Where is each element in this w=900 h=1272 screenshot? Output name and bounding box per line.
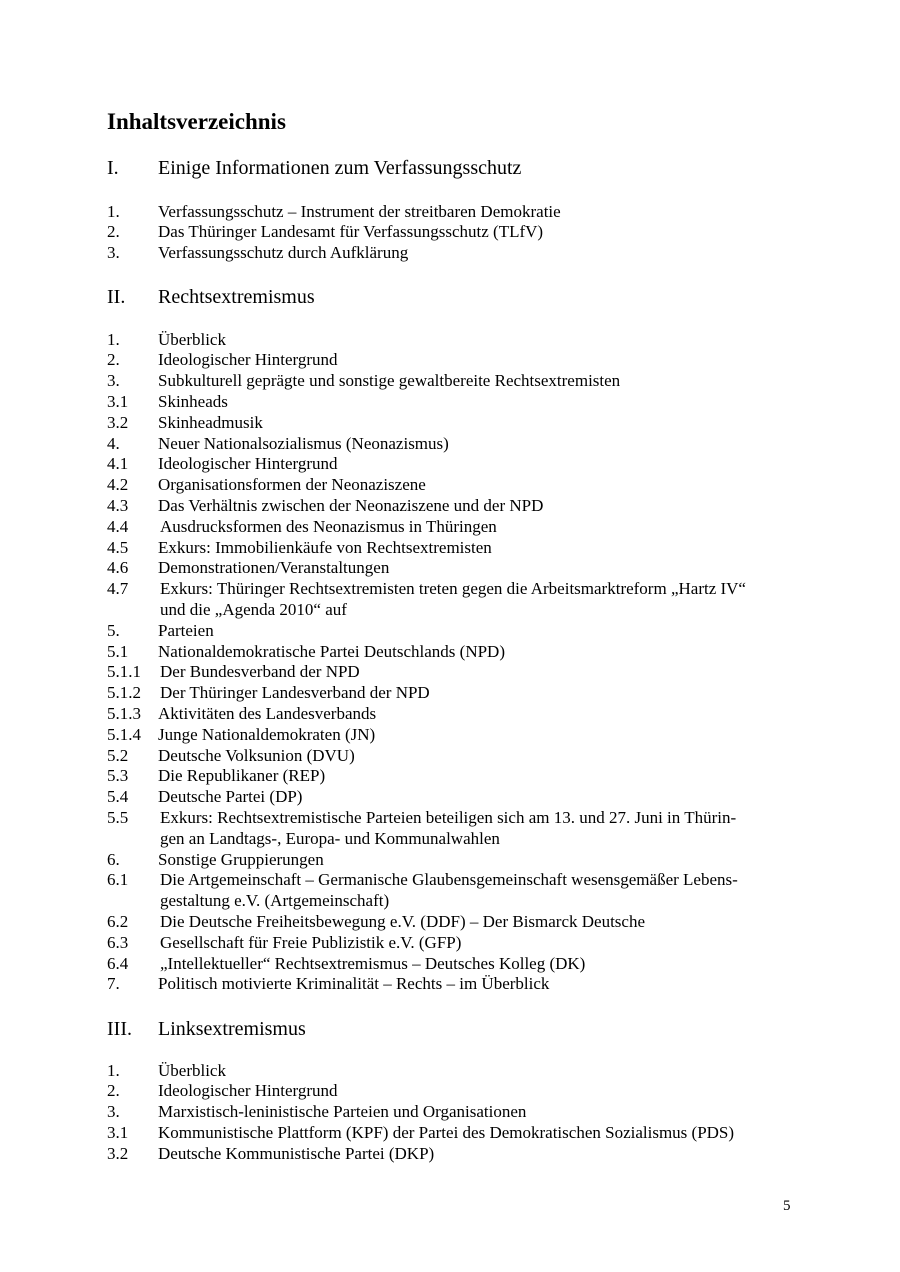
toc-entry <box>107 1061 807 1082</box>
toc-entry <box>107 954 807 975</box>
toc-entry-text: Junge Nationaldemokraten (JN) <box>158 724 376 744</box>
section-number: III. <box>107 1018 132 1040</box>
toc-entry-text: Der Bundesverband der NPD <box>160 662 360 682</box>
toc-entry <box>107 350 807 371</box>
toc-entry-number: 2. <box>107 1081 120 1101</box>
toc-entry-number: 6. <box>107 849 120 869</box>
toc-entry <box>107 974 807 995</box>
toc-entry-number: 3. <box>107 243 120 263</box>
toc-entry-text: Verfassungsschutz durch Aufklärung <box>158 243 409 263</box>
page-number: 5 <box>783 1198 791 1214</box>
toc-entry <box>107 538 807 559</box>
section-number: II. <box>107 286 126 308</box>
toc-entry-text: Neuer Nationalsozialismus (Neonazismus) <box>158 433 449 453</box>
toc-entry-text: Die Deutsche Freiheitsbewegung e.V. (DDF) – Der Bismarck Deutsche <box>160 911 646 931</box>
toc-entry-text: Parteien <box>158 620 214 640</box>
toc-entry-text: Demonstrationen/Veranstaltungen <box>158 558 390 578</box>
toc-entry <box>107 434 807 455</box>
toc-entry-number: 3.2 <box>107 412 129 432</box>
toc-entry <box>107 202 807 223</box>
toc-entry <box>107 579 807 621</box>
toc-entry-text: und die „Agenda 2010“ auf <box>160 599 347 619</box>
toc-entry-number: 5.1.1 <box>107 662 141 682</box>
toc-entry-text: Überblick <box>158 329 226 349</box>
toc-entry <box>107 787 807 808</box>
toc-entry-number: 4. <box>107 433 120 453</box>
toc-entry-number: 1. <box>107 1060 120 1080</box>
section-number: I. <box>107 157 119 179</box>
toc-entry-number: 5.5 <box>107 807 129 827</box>
toc-entry-number: 1. <box>107 201 120 221</box>
toc-entry-number: 2. <box>107 350 120 370</box>
toc-entry-text: Der Thüringer Landesverband der NPD <box>160 683 430 703</box>
toc-entry <box>107 558 807 579</box>
toc-entry-number: 5.1.2 <box>107 683 141 703</box>
toc-entry <box>107 1144 807 1165</box>
toc-entry-number: 5.1 <box>107 641 129 661</box>
toc-entry <box>107 496 807 517</box>
toc-entry <box>107 746 807 767</box>
toc-entry <box>107 517 807 538</box>
toc-entry-text: Nationaldemokratische Partei Deutschlands (NPD) <box>158 641 505 661</box>
toc-entry-text: gen an Landtags-, Europa- und Kommunalwahlen <box>160 828 500 848</box>
toc-entry-number: 3.2 <box>107 1143 129 1163</box>
toc-entry-number: 5.1.3 <box>107 703 141 723</box>
toc-entry-text: Das Verhältnis zwischen der Neonaziszene und der NPD <box>158 495 544 515</box>
toc-entry-text: Ausdrucksformen des Neonazismus in Thüringen <box>160 516 497 536</box>
toc-entry-text: Exkurs: Rechtsextremistische Parteien beteiligen sich am 13. und 27. Juni in Thürin- <box>160 807 737 827</box>
toc-entry-number: 1. <box>107 329 120 349</box>
toc-entry-text: Das Thüringer Landesamt für Verfassungsschutz (TLfV) <box>158 222 544 242</box>
section-title: Rechtsextremismus <box>158 286 315 308</box>
toc-entry <box>107 413 807 434</box>
toc-entry-number: 6.1 <box>107 870 129 890</box>
toc-entry <box>107 683 807 704</box>
toc-entry <box>107 766 807 787</box>
toc-entry <box>107 704 807 725</box>
toc-entry-text: Kommunistische Plattform (KPF) der Partei des Demokratischen Sozialismus (PDS) <box>158 1122 735 1142</box>
toc-entry-number: 3.1 <box>107 1122 129 1142</box>
toc-entry <box>107 371 807 392</box>
toc-list-section-3 <box>107 1061 807 1165</box>
toc-entry <box>107 454 807 475</box>
toc-entry-number: 5. <box>107 620 120 640</box>
toc-entry-text: Sonstige Gruppierungen <box>158 849 324 869</box>
toc-entry-text: Gesellschaft für Freie Publizistik e.V. (GFP) <box>160 932 462 952</box>
toc-entry-text: Skinheadmusik <box>158 412 263 432</box>
toc-entry-number: 4.4 <box>107 516 129 536</box>
toc-entry <box>107 870 807 912</box>
toc-entry-text: Exkurs: Thüringer Rechtsextremisten treten gegen die Arbeitsmarktreform „Hartz IV“ <box>160 579 746 599</box>
toc-entry <box>107 642 807 663</box>
toc-entry <box>107 243 807 264</box>
toc-entry-number: 4.3 <box>107 495 129 515</box>
toc-entry-number: 7. <box>107 974 120 994</box>
toc-entry <box>107 662 807 683</box>
toc-entry <box>107 850 807 871</box>
toc-entry-number: 4.6 <box>107 558 129 578</box>
toc-entry-number: 5.1.4 <box>107 724 141 744</box>
toc-entry <box>107 725 807 746</box>
toc-entry-text: Subkulturell geprägte und sonstige gewaltbereite Rechtsextremisten <box>158 371 621 391</box>
toc-entry-number: 5.2 <box>107 745 129 765</box>
toc-entry-number: 5.3 <box>107 766 129 786</box>
toc-list-section-2 <box>107 330 807 996</box>
toc-entry-text: Verfassungsschutz – Instrument der streitbaren Demokratie <box>158 201 561 221</box>
toc-entry <box>107 1123 807 1144</box>
toc-entry-text: Überblick <box>158 1060 226 1080</box>
toc-entry-text: Deutsche Partei (DP) <box>158 787 303 807</box>
toc-list-section-1 <box>107 202 807 264</box>
toc-entry <box>107 222 807 243</box>
toc-entry <box>107 392 807 413</box>
toc-entry <box>107 330 807 351</box>
toc-entry-number: 5.4 <box>107 787 129 807</box>
toc-entry-number: 6.4 <box>107 953 129 973</box>
toc-entry <box>107 1081 807 1102</box>
toc-entry-text: Ideologischer Hintergrund <box>158 1081 338 1101</box>
toc-entry-text: Politisch motivierte Kriminalität – Rechts – im Überblick <box>158 974 550 994</box>
toc-entry-text: Skinheads <box>158 391 228 411</box>
toc-entry-number: 4.2 <box>107 475 129 495</box>
toc-entry-text: Deutsche Volksunion (DVU) <box>158 745 355 765</box>
toc-entry-number: 4.1 <box>107 454 129 474</box>
toc-entry-text: Ideologischer Hintergrund <box>158 350 338 370</box>
toc-entry-text: Die Republikaner (REP) <box>158 766 326 786</box>
toc-entry-text: Die Artgemeinschaft – Germanische Glaubensgemeinschaft wesensgemäßer Lebens- <box>160 870 738 890</box>
toc-entry <box>107 912 807 933</box>
toc-entry-number: 3. <box>107 1102 120 1122</box>
toc-entry-text: Exkurs: Immobilienkäufe von Rechtsextremisten <box>158 537 492 557</box>
toc-entry <box>107 808 807 850</box>
toc-entry-number: 4.7 <box>107 579 129 599</box>
toc-entry-number: 3. <box>107 371 120 391</box>
toc-entry-text: gestaltung e.V. (Artgemeinschaft) <box>160 891 390 911</box>
toc-entry-number: 3.1 <box>107 391 129 411</box>
toc-entry-text: Organisationsformen der Neonaziszene <box>158 475 426 495</box>
toc-entry-number: 6.2 <box>107 911 129 931</box>
toc-entry-text: Ideologischer Hintergrund <box>158 454 338 474</box>
toc-entry-text: Marxistisch-leninistische Parteien und Organisationen <box>158 1102 527 1122</box>
toc-entry <box>107 621 807 642</box>
page-title: Inhaltsverzeichnis <box>107 109 286 134</box>
toc-entry <box>107 475 807 496</box>
toc-entry-number: 2. <box>107 222 120 242</box>
toc-entry-text: Deutsche Kommunistische Partei (DKP) <box>158 1143 435 1163</box>
toc-entry-number: 6.3 <box>107 932 129 952</box>
toc-entry-number: 4.5 <box>107 537 129 557</box>
toc-entry-text: „Intellektueller“ Rechtsextremismus – Deutsches Kolleg (DK) <box>160 953 586 973</box>
toc-entry-text: Aktivitäten des Landesverbands <box>158 703 377 723</box>
toc-entry <box>107 933 807 954</box>
toc-entry <box>107 1102 807 1123</box>
section-title: Linksextremismus <box>158 1018 306 1040</box>
section-title: Einige Informationen zum Verfassungsschutz <box>158 157 522 179</box>
